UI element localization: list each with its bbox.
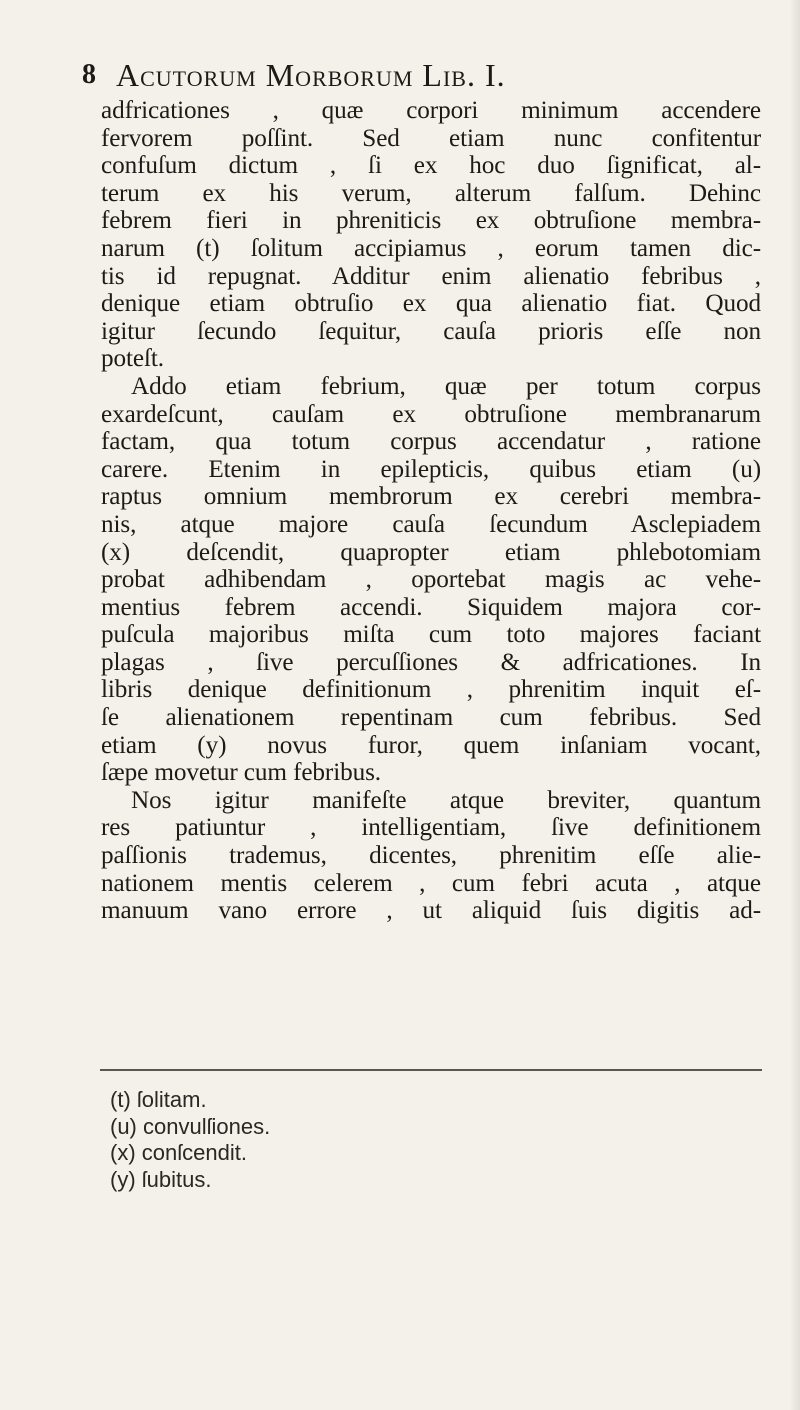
text-line: denique etiam obtruſio ex qua alienatio fiat. Quod: [101, 290, 761, 318]
text-line: carere. Etenim in epilepticis, quibus etiam (u): [101, 455, 761, 483]
text-line: tis id repugnat. Additur enim alienatio febribus ,: [101, 262, 761, 290]
text-line: mentius febrem accendi. Siquidem majora cor-: [101, 593, 761, 621]
footnote: (y) ſubitus.: [110, 1167, 212, 1193]
running-head: Acutorum Morborum Lib. I.: [116, 57, 506, 93]
text-line: (x) deſcendit, quapropter etiam phlebotomiam: [101, 538, 761, 566]
text-line: res patiuntur , intelligentiam, ſive definitionem: [101, 814, 761, 842]
text-line: nationem mentis celerem , cum febri acuta , atque: [101, 869, 761, 897]
text-line: nis, atque majore cauſa ſecundum Asclepiadem: [101, 510, 761, 538]
footnotes: [110, 1087, 510, 1194]
text-line: raptus omnium membrorum ex cerebri membra-: [101, 483, 761, 511]
text-line: adfricationes , quæ corpori minimum accendere: [101, 97, 761, 124]
text-line: Addo etiam febrium, quæ per totum corpus: [131, 372, 761, 400]
main-text: [101, 97, 761, 925]
page-number: 8: [82, 59, 96, 90]
text-line: ſæpe movetur cum febribus.: [101, 759, 381, 787]
footnote-separator-rule: [100, 1069, 762, 1071]
text-line: puſcula majoribus miſta cum toto majores faciant: [101, 621, 761, 649]
page-edge-shadow: [790, 0, 800, 1410]
text-line: paſſionis trademus, dicentes, phrenitim eſſe alie-: [101, 842, 761, 870]
page-header: [82, 57, 752, 97]
text-line: ſe alienationem repentinam cum febribus. Sed: [101, 704, 761, 732]
text-line: manuum vano errore , ut aliquid ſuis digitis ad-: [101, 897, 761, 925]
footnote: (u) convulſiones.: [110, 1113, 271, 1139]
text-line: confuſum dictum , ſi ex hoc duo ſignificat, al-: [101, 152, 761, 180]
text-line: factam, qua totum corpus accendatur , ratione: [101, 428, 761, 456]
text-line: febrem fieri in phreniticis ex obtruſione membra-: [101, 207, 761, 235]
text-line: etiam (y) novus furor, quem inſaniam vocant,: [101, 731, 761, 759]
text-line: terum ex his verum, alterum falſum. Dehinc: [101, 179, 761, 207]
text-line: poteſt.: [101, 345, 164, 373]
text-line: igitur ſecundo ſequitur, cauſa prioris eſſe non: [101, 317, 761, 345]
text-line: exardeſcunt, cauſam ex obtruſione membranarum: [101, 400, 761, 428]
text-line: libris denique definitionum , phrenitim inquit eſ-: [101, 676, 761, 704]
text-line: fervorem poſſint. Sed etiam nunc confitentur: [101, 124, 761, 152]
text-line: Nos igitur manifeſte atque breviter, quantum: [131, 786, 761, 814]
footnote: (t) ſolitam.: [110, 1087, 207, 1112]
text-line: plagas , ſive percuſſiones & adfricationes. In: [101, 648, 761, 676]
text-line: narum (t) ſolitum accipiamus , eorum tamen dic-: [101, 234, 761, 262]
footnote: (x) conſcendit.: [110, 1140, 247, 1166]
text-line: probat adhibendam , oportebat magis ac vehe-: [101, 566, 761, 594]
